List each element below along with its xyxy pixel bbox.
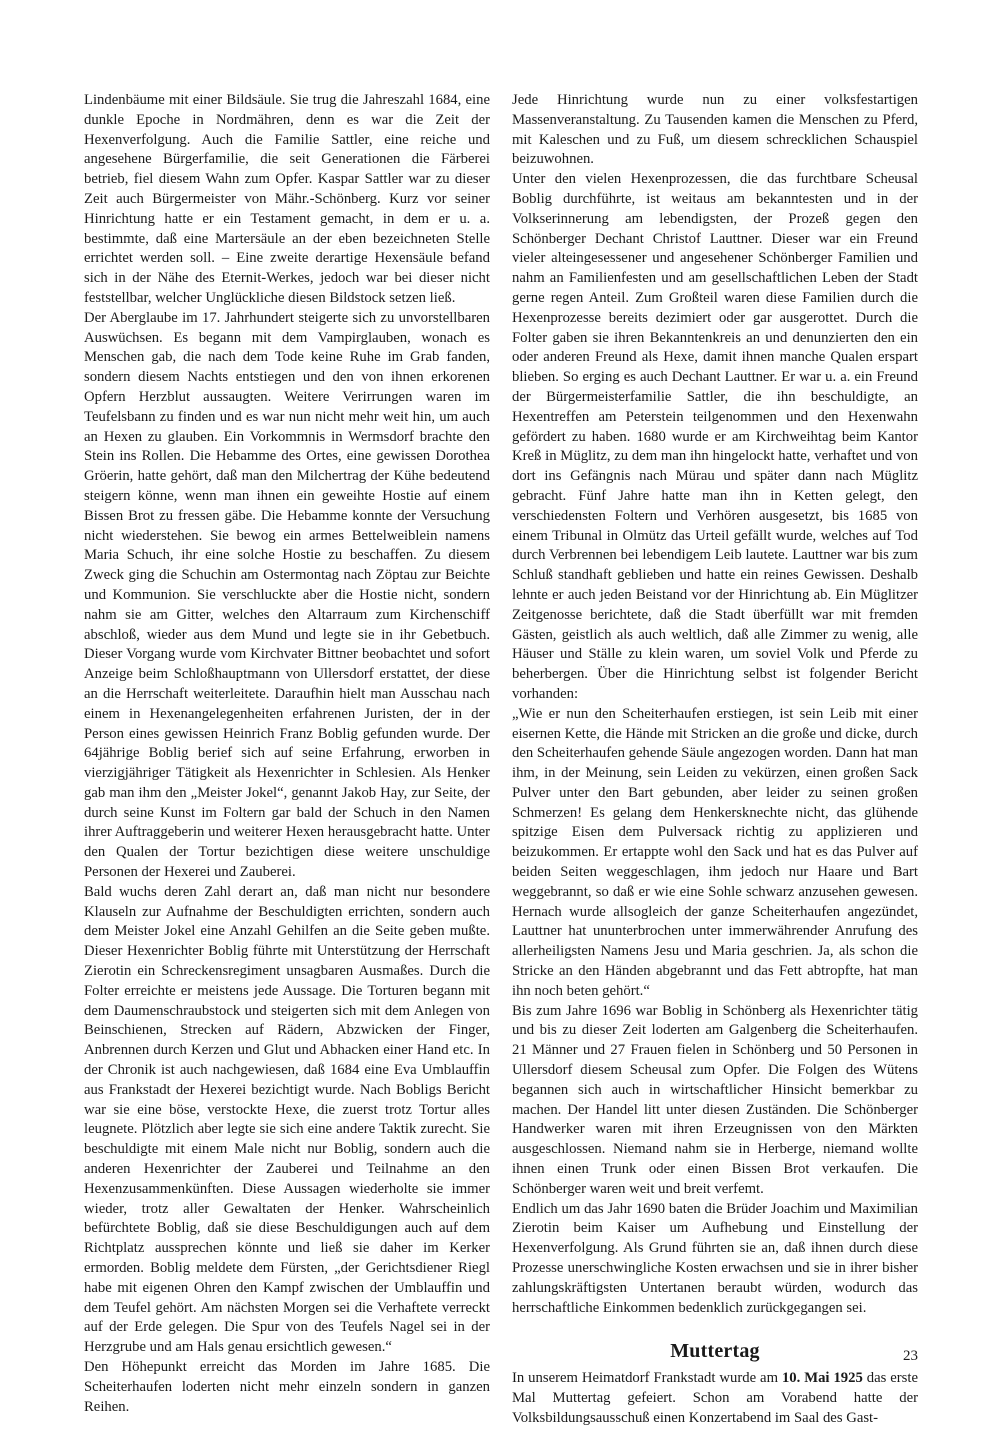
page-number: 23 xyxy=(903,1348,918,1364)
quote-paragraph: „Wie er nun den Scheiterhaufen erstiegen, ist sein Leib mit einer eisernen Kette, die Hände mit Stricken an die große und dicke, durch den Scheiterhaufen gehende Säule angezogen worden. Dann hat man ihm, in der Meinung, sein Leiden zu vekürzen, einen großen Sack Pulver unter den Bart gebunden, aber leider zu seinen großen Schmerzen! Es gelang dem Henkersknechte nicht, das glühende spitzige Eisen dem Pulversack richtig zu applizieren und beizukommen. Er ertappte wohl den Sack und hat es das Pulver auf beiden Seiten weggeschlagen, ihm jedoch nur Haare und Bart weggebrannt, so daß er wie eine Sohle schwarz anzusehen gewesen. Hernach wurde allsogleich der ganze Scheiterhaufen angezündet, Lauttner hat ununterbrochen unter immerwährender Anrufung des allerheiligsten Namens Jesu und Maria geschrien. Ja, als schon die Stricke an den Händen abgebrannt und das Fett abtropfte, hat man ihn noch beten gehört.“ xyxy=(512,705,918,999)
section-rest-text: das erste Mal Muttertag gefeiert. Schon am Vorabend hatte der Volksbildungsausschuß einen Konzertabend im Saal des Gast- xyxy=(512,1370,918,1426)
paragraph: Den Höhepunkt erreicht das Morden im Jahre 1685. Die Scheiterhaufen loderten nicht mehr einzeln sondern in ganzen Reihen. xyxy=(84,1359,490,1415)
paragraph: Bis zum Jahre 1696 war Boblig in Schönberg als Hexenrichter tätig und bis zu dieser Zeit loderten am Galgenberg die Scheiterhaufen. 21 Männer und 27 Frauen fielen in Schönberg und 50 Personen in Ullersdorf diesem Scheusal zum Opfer. Die Folgen des Wütens begannen sich auch in wirtschaftlicher Hinsicht bemerkbar zu machen. Der Handel litt unter diesen Zuständen. Die Schönberger Handwerker waren mit ihren Erzeugnissen von den Märkten ausgeschlossen. Niemand nahm sie in Herberge, niemand wollte ihnen einen Trunk oder einen Bissen Brot verkaufen. Die Schönberger waren weit und breit verfemt. xyxy=(512,1002,918,1197)
left-column xyxy=(84,91,490,1417)
right-column xyxy=(512,91,918,1429)
paragraph: Unter den vielen Hexenprozessen, die das furchtbare Scheusal Boblig durchführte, ist weitaus am bekanntesten und in der Volkserinnerung am lebendigsten, der Prozeß gegen den Schönberger Dechant Christof Lauttner. Dieser war ein Freund vieler alteingesessener und angesehener Schönberger Familien und nahm an Familienfesten und am gesellschaftlichen Leben der Stadt gerne regen Anteil. Zum Großteil waren diese Familien durch die Hexenprozesse bereits dezimiert oder gar ausgerottet. Durch die Folter gaben sie ihren Bekanntenkreis an und denunzierten den ein oder anderen Freund als Hexe, damit ihnen manche Qualen erspart blieben. So erging es auch Dechant Lauttner. Er war u. a. ein Freund der Bürgermeisterfamilie Sattler, die ihn beschuldigte, an Hexentreffen am Peterstein teilgenommen und den Hexenwahn gefördert zu haben. 1680 wurde er am Kirchweihtag beim Kantor Kreß in Müglitz, zu dem man ihn hingelockt hatte, verhaftet und von dort ins Gefängnis nach Mürau und später dann nach Müglitz gebracht. Fünf Jahre hatte man ihn in Ketten gelegt, den verschiedensten Foltern und Verhören ausgesetzt, bis 1685 von einem Tribunal in Olmütz das Urteil gefällt wurde, welches auf Tod durch Verbrennen bei lebendigem Leib lautete. Lauttner war bis zum Schluß standhaft geblieben und hatte ein reines Gewissen. Deshalb lehnte er auch jeden Beistand vor der Hinrichtung ab. Ein Müglitzer Zeitgenosse berichtete, daß die Stadt überfüllt war mit fremden Gästen, geistlich als auch weltlich, daß alle Zimmer zu wenig, alle Häuser und Ställe zu klein waren, um soviel Volk und Pferde zu beherbergen. Über die Hinrichtung selbst ist folgender Bericht vorhanden: xyxy=(512,171,918,702)
section-date: 10. Mai 1925 xyxy=(781,1370,863,1387)
paragraph: Endlich um das Jahr 1690 baten die Brüder Joachim und Maximilian Zierotin beim Kaiser um Aufhebung und Einstellung der Hexenverfolgung. Als Grund führten sie an, daß ihnen durch diese Prozesse unerschwingliche Kosten erwachsen und sie in ihrer bisher zahlungskräftigsten Untertanen beraubt würden, wodurch das herrschaftliche Einkommen bedenklich zurückgegangen sei. xyxy=(512,1200,918,1316)
section-paragraph xyxy=(512,1369,918,1428)
section-intro-text: In unserem Heimatdorf Frankstadt wurde am xyxy=(512,1370,782,1387)
paragraph: Bald wuchs deren Zahl derart an, daß man nicht nur besondere Klauseln zur Aufnahme der Beschuldigten errichten, sondern auch dem Meister Jokel eine Anzahl Gehilfen an die Seite geben mußte. Dieser Hexenrichter Boblig führte mit Unterstützung der Herrschaft Zierotin ein Schreckensregiment unsagbaren Ausmaßes. Durch die Folter erreichte er meistens jede Aussage. Die Torturen begann mit dem Daumenschraubstock und steigerten sich mit dem Anlegen von Beinschienen, Strecken auf Rädern, Abzwicken der Finger, Anbrennen durch Kerzen und Glut und Abhacken einer Hand etc. In der Chronik ist auch nachgewiesen, daß 1684 eine Eva Umblauffin aus Frankstadt der Hexerei bezichtigt wurde. Nach Bobligs Bericht war sie eine böse, verstockte Hexe, die zuerst trotz Tortur alles leugnete. Plötzlich aber legte sie sich eine andere Taktik zurecht. Sie beschuldigte mit einem Male nicht nur Boblig, sondern auch die anderen Hexenrichter der Zauberei und Teilnahme an den Hexenzusammenkünften. Diese Aussagen wiederholte sie immer wieder, trotz aller Gewaltaten der Henker. Wahrscheinlich befürchtete Boblig, daß sie diese Beschuldigungen auch auf dem Richtplatz aussprechen könnte und ließ sie daher im Kerker ermorden. Boblig meldete dem Fürsten, „der Gerichtsdiener Riegl habe mit eigenen Ohren den Kampf zwischen der Umblauffin und dem Teufel gehört. Am nächsten Morgen sei die Verhaftete verreckt auf der Erde gelegen. Die Spur von des Teufels Nagel sei in der Herzgrube und am Hals genau ersichtlich gewesen.“ xyxy=(84,883,490,1356)
section-heading: Muttertag xyxy=(670,1340,760,1363)
paragraph: Jede Hinrichtung wurde nun zu einer volksfestartigen Massenveranstaltung. Zu Tausenden kamen die Menschen zu Pferd, mit Kaleschen und zu Fuß, um diesem schrecklichen Schauspiel beizuwohnen. xyxy=(512,92,918,168)
paragraph: Lindenbäume mit einer Bildsäule. Sie trug die Jahreszahl 1684, eine dunkle Epoche in Nordmähren, denn es war die Zeit der Hexenverfolgung. Auch die Familie Sattler, eine reiche und angesehene Bürgerfamilie, die seit Generationen die Färberei betrieb, fiel diesem Wahn zum Opfer. Kaspar Sattler war zu dieser Zeit auch Bürgermeister von Mähr.-Schönberg. Kurz vor seiner Hinrichtung hatte er ein Testament gemacht, in dem er u. a. bestimmte, daß eine Martersäule an der eben bezeichneten Stelle errichtet werden soll. – Eine zweite derartige Hexensäule befand sich in der Nähe des Eternit-Werkes, jedoch war bei dieser nicht feststellbar, welcher Unglückliche diesen Bildstock setzen ließ. xyxy=(84,92,490,306)
paragraph: Der Aberglaube im 17. Jahrhundert steigerte sich zu unvorstellbaren Auswüchsen. Es begann mit dem Vampirglauben, wonach es Menschen gab, die nach dem Tode keine Ruhe im Grab fanden, sondern diesem Nachts entstiegen und den von ihnen erkorenen Opfern Herzblut aussaugten. Weitere Verirrungen waren im Teufelsbann zu finden und es war nun nicht mehr weit hin, um auch an Hexen zu glauben. Ein Vorkommnis in Wermsdorf brachte den Stein ins Rollen. Die Hebamme des Ortes, eine gewissen Dorothea Gröerin, hatte gehört, daß man den Milchertrag der Kühe bedeutend steigern könne, wenn man ihnen ein geweihte Hostie auf einem Bissen Brot zu fressen gäbe. Die Hebamme konnte der Versuchung nicht wiederstehen. Sie bewog ein armes Bettelweiblein namens Maria Schuch, ihr eine solche Hostie zu beschaffen. Zu diesem Zweck ging die Schuchin am Ostermontag nach Zöptau zur Beichte und Kommunion. Sie verschluckte aber die Hostie nicht, sondern nahm sie am Gitter, welches den Altarraum zum Kirchenschiff abschloß, wieder aus dem Mund und legte sie in ihr Gebetbuch. Dieser Vorgang wurde vom Kirchvater Bittner beobachtet und sofort Anzeige beim Schloßhauptmann von Ullersdorf erstattet, der diese an die Herrschaft weiterleitete. Daraufhin hielt man Ausschau nach einem in Hexenangelegenheiten erfahrenen Juristen, der in der Person eines gewissen Heinrich Franz Boblig gefunden wurde. Der 64jährige Boblig berief sich auf seine Erfahrung, erworben in vierzigjähriger Tätigkeit als Hexenrichter in Schlesien. Als Henker gab man ihm den „Meister Jokel“, genannt Jakob Hay, zur Seite, der durch seine Kunst im Foltern gar bald der Schuch in den Namen ihrer Auftraggeberin und weiterer Hexen herausgebracht hatte. Unter den Qualen der Tortur bezichtigen diese weitere unschuldige Personen der Hexerei und Zauberei. xyxy=(84,309,490,881)
